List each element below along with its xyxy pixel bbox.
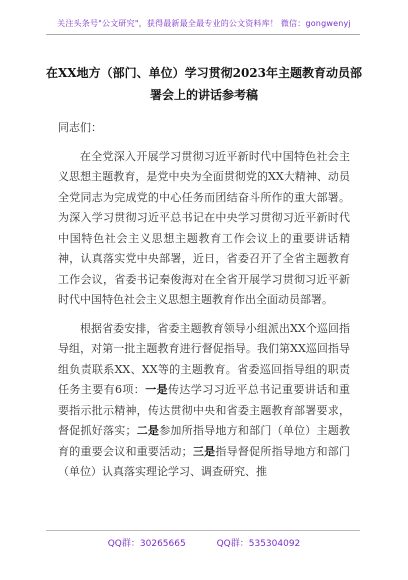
document-title bbox=[44, 62, 364, 106]
title-line-1: 在XX地方（部门、单位）学习贯彻2023年主题教育动员部 bbox=[45, 66, 363, 80]
paragraph-2-intro: 根据省委安排，省委主题教育领导小组派出XX个巡回指导组，对第一批主题教育进行督促指导。我们第XX巡回指导组负责联系XX、XX等的主题教育。省委巡回指导组的职责任务主要有6项： bbox=[58, 321, 350, 396]
header-divider bbox=[46, 34, 360, 35]
footer-qq-group-1: QQ群：30265665 bbox=[107, 539, 186, 549]
paragraph-2 bbox=[58, 319, 350, 483]
point-3-text: 指导督促所指导地方和部门（单位）认真落实理论学习、调查研究、推 bbox=[58, 444, 351, 478]
point-3-marker: 三是 bbox=[192, 444, 216, 458]
document-body bbox=[58, 118, 350, 483]
footer bbox=[0, 536, 408, 549]
header-banner: 关注头条号"公文研究"，获得最新最全最专业的公文资料库！ 微信：gongwenyj bbox=[57, 19, 351, 28]
footer-qq-group-2: QQ群：535304092 bbox=[216, 539, 301, 549]
footer-divider bbox=[46, 530, 360, 531]
point-2-text: 参加所指导地方和部门（单位）主题教育的重要会议和重要活动； bbox=[58, 424, 351, 458]
point-2-marker: 二是 bbox=[136, 424, 160, 437]
point-1-text: 传达学习习近平总书记重要讲话和重要指示批示精神，传达贯彻中央和省委主题教育部署要求，督促抓好落实； bbox=[58, 383, 351, 437]
point-1-marker: 一是 bbox=[145, 383, 169, 396]
paragraph-1: 在全党深入开展学习贯彻习近平新时代中国特色社会主义思想主题教育，是党中央为全面贯彻党的XX大精神、动员全党同志为完成党的中心任务而团结奋斗所作的重大部署。为深入学习贯彻习近平总书记在中央学习贯彻习近平新时代中国特色社会主义思想主题教育工作会议上的重要讲话精神，认真落实党中央部署，近日，省委召开了全省主题教育工作会议，省委书记秦俊海对在全省开展学习贯彻习近平新时代中国特色社会主义思想主题教育作出全面动员部署。 bbox=[58, 149, 350, 306]
title-line-2: 署会上的讲话参考稿 bbox=[149, 88, 258, 102]
greeting: 同志们： bbox=[58, 121, 102, 134]
